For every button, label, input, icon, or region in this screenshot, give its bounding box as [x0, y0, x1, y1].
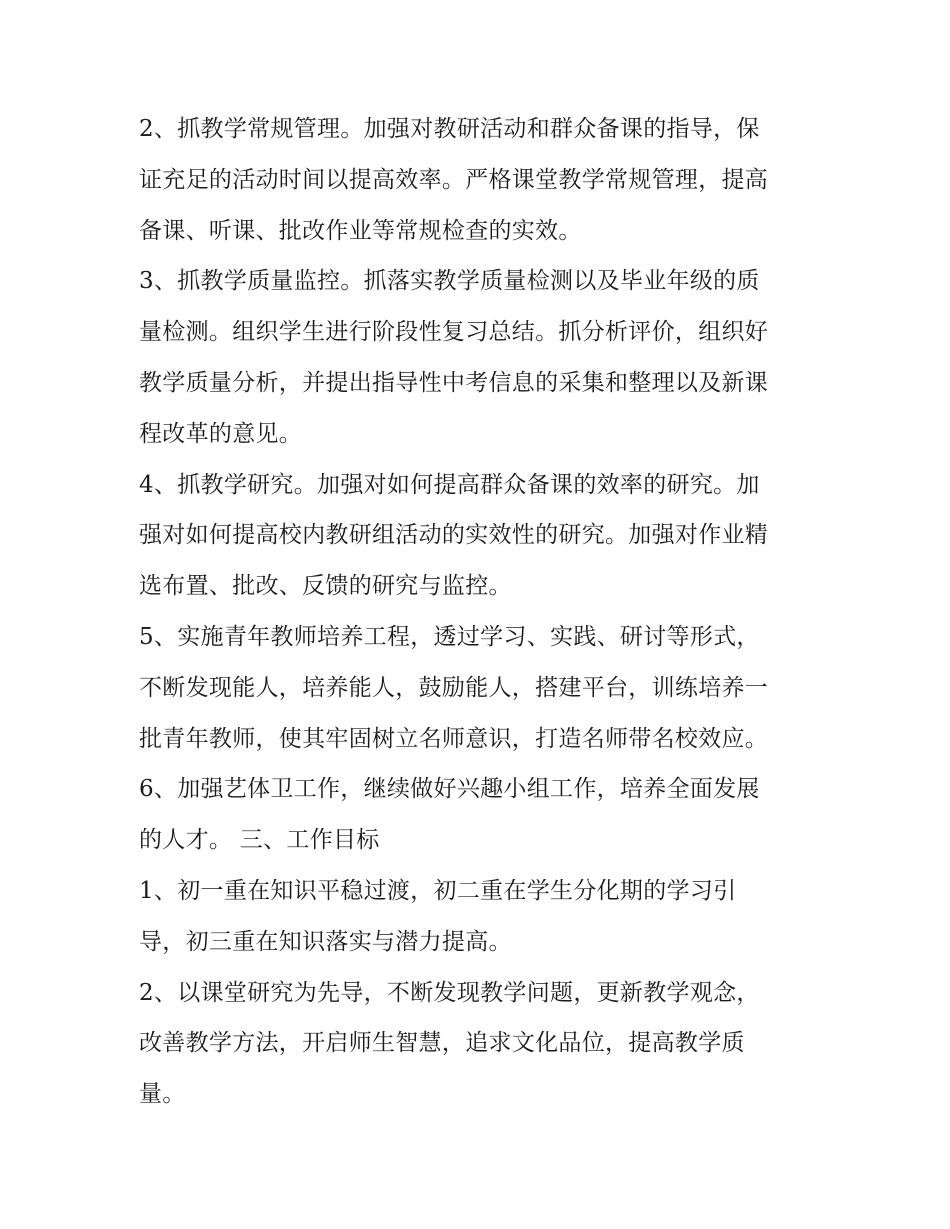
paragraph-arts-sports: [139, 764, 819, 866]
text-line: 选布置、批改、反馈的研究与监控。: [139, 573, 512, 600]
paragraph-teaching-research: [139, 460, 819, 612]
text-line: 程改革的意见。: [139, 420, 303, 447]
text-line: 教学质量分析，并提出指导性中考信息的采集和整理以及新课: [139, 369, 769, 396]
document-page: [139, 104, 819, 1120]
text-line: 改善教学方法，开启师生智慧，追求文化品位，提高教学质: [139, 1030, 745, 1057]
text-line: 量检测。组织学生进行阶段性复习总结。抓分析评价，组织好: [139, 319, 769, 346]
paragraph-quality-monitoring: [139, 256, 819, 459]
paragraph-goal-grades: [139, 866, 819, 968]
text-line: 导，初三重在知识落实与潜力提高。: [139, 928, 512, 955]
text-line: 量。: [139, 1081, 186, 1108]
text-line: 证充足的活动时间以提高效率。严格课堂教学常规管理，提高: [139, 166, 769, 193]
paragraph-goal-classroom-research: [139, 968, 819, 1120]
text-line: 3、抓教学质量监控。抓落实教学质量检测以及毕业年级的质: [139, 268, 760, 295]
paragraph-teaching-routine: [139, 104, 819, 256]
paragraph-young-teachers: [139, 612, 819, 764]
text-line: 强对如何提高校内教研组活动的实效性的研究。加强对作业精: [139, 522, 769, 549]
text-line: 2、抓教学常规管理。加强对教研活动和群众备课的指导，保: [139, 116, 760, 142]
text-line: 备课、听课、批改作业等常规检查的实效。: [139, 217, 582, 244]
text-line: 批青年教师，使其牢固树立名师意识，打造名师带名校效应。: [139, 725, 769, 752]
text-line: 的人才。 三、工作目标: [139, 827, 380, 854]
text-line: 1、初一重在知识平稳过渡，初二重在学生分化期的学习引: [139, 877, 737, 904]
text-line: 2、以课堂研究为先导，不断发现教学问题，更新教学观念，: [139, 979, 760, 1006]
text-line: 6、加强艺体卫工作，继续做好兴趣小组工作，培养全面发展: [139, 776, 760, 803]
text-line: 5、实施青年教师培养工程，透过学习、实践、研讨等形式，: [139, 623, 760, 650]
text-line: 4、抓教学研究。加强对如何提高群众备课的效率的研究。加: [139, 471, 760, 498]
text-line: 不断发现能人，培养能人，鼓励能人，搭建平台，训练培养一: [139, 674, 769, 701]
